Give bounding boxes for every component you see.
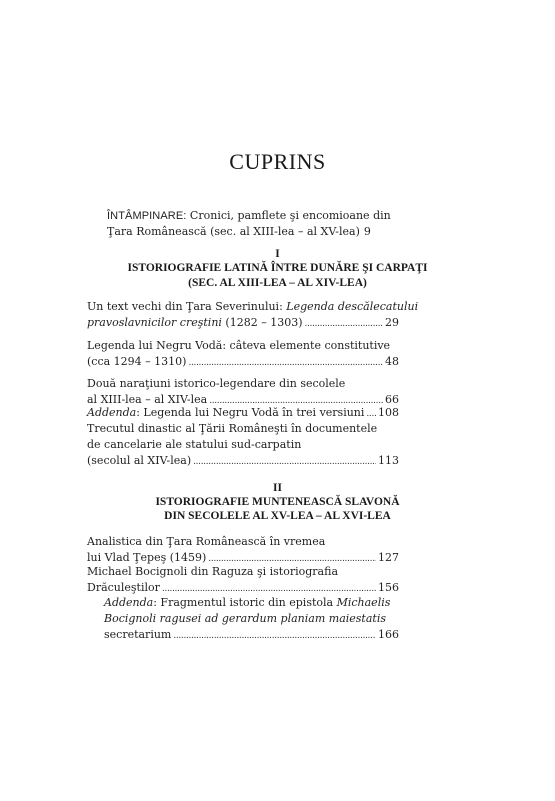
toc-entry[interactable] <box>104 595 399 644</box>
page-number: 48 <box>385 355 399 368</box>
entry-text: Drăculeştilor <box>87 581 160 594</box>
section-number: II <box>273 482 282 494</box>
leader-dots <box>304 315 383 332</box>
entry-text: (secolul al XIV-lea) <box>87 454 192 467</box>
page-number: 29 <box>385 316 399 329</box>
page-number: 66 <box>385 393 399 406</box>
entry-text: Analistica din Ţara Românească în vremea <box>87 535 326 548</box>
entry-text: Legenda lui Negru Vodă: câteva elemente constitutive <box>87 339 391 352</box>
leader-dots <box>188 354 383 371</box>
entry-text: al XIII-lea – al XIV-lea <box>87 393 208 406</box>
toc-entry[interactable] <box>87 299 419 332</box>
entry-text: (1282 – 1303) <box>221 316 303 329</box>
toc-entry[interactable] <box>87 421 399 470</box>
entry-text: Michael Bocignoli din Raguza şi istoriografia <box>87 565 339 578</box>
intro-line1: Cronici, pamflete şi encomioane din <box>186 209 391 222</box>
entry-italic: Bocignoli ragusei ad gerardum planiam maiestatis <box>104 612 386 625</box>
entry-text: de cancelarie ale statului sud-carpatin <box>87 438 302 451</box>
entry-text: Trecutul dinastic al Ţării Româneşti în documentele <box>87 422 378 435</box>
toc-entry[interactable] <box>87 405 399 422</box>
entry-text: lui Vlad Ţepeş (1459) <box>87 551 207 564</box>
entry-text: : Fragmentul istoric din epistola <box>153 596 337 609</box>
entry-italic: Addenda <box>104 596 154 609</box>
entry-italic: Michaelis <box>336 596 391 609</box>
page-number: 9 <box>363 225 371 238</box>
section-title: ISTORIOGRAFIE MUNTENEASCĂ SLAVONĂ <box>155 496 400 508</box>
leader-dots <box>366 405 376 422</box>
intro-line2: Ţara Românească (sec. al XIII-lea – al XV-lea) <box>107 225 360 238</box>
leader-dots <box>193 453 376 470</box>
leader-dots <box>173 627 376 644</box>
toc-entry-intro[interactable] <box>107 208 391 241</box>
page-number: 108 <box>378 406 399 419</box>
section-subtitle: DIN SECOLELE AL XV-LEA – AL XVI-LEA <box>164 510 391 522</box>
entry-italic: pravoslavnicilor creştini <box>87 316 222 329</box>
page-number: 166 <box>378 628 399 641</box>
entry-italic: Addenda <box>87 406 137 419</box>
entry-text: secretarium <box>104 628 172 641</box>
entry-text: : Legenda lui Negru Vodă în trei versiuni <box>136 406 365 419</box>
toc-entry[interactable] <box>87 534 399 567</box>
toc-entry[interactable] <box>87 338 399 371</box>
page-title: CUPRINS <box>229 149 326 174</box>
entry-text: Două naraţiuni istorico-legendare din secolele <box>87 377 346 390</box>
section-subtitle: (SEC. AL XIII-LEA – AL XIV-LEA) <box>188 277 367 289</box>
section-title: ISTORIOGRAFIE LATINĂ ÎNTRE DUNĂRE ŞI CARPAŢI <box>127 262 428 274</box>
entry-text: Un text vechi din Ţara Severinului: <box>87 300 287 313</box>
page-number: 156 <box>378 581 399 594</box>
entry-text: (cca 1294 – 1310) <box>87 355 187 368</box>
intro-label: ÎNTÂMPINARE: <box>107 210 187 222</box>
page-number: 113 <box>378 454 399 467</box>
toc-entry[interactable] <box>87 564 399 597</box>
section-number: I <box>275 248 280 260</box>
page-number: 127 <box>378 551 399 564</box>
entry-italic: Legenda descălecatului <box>286 300 419 313</box>
